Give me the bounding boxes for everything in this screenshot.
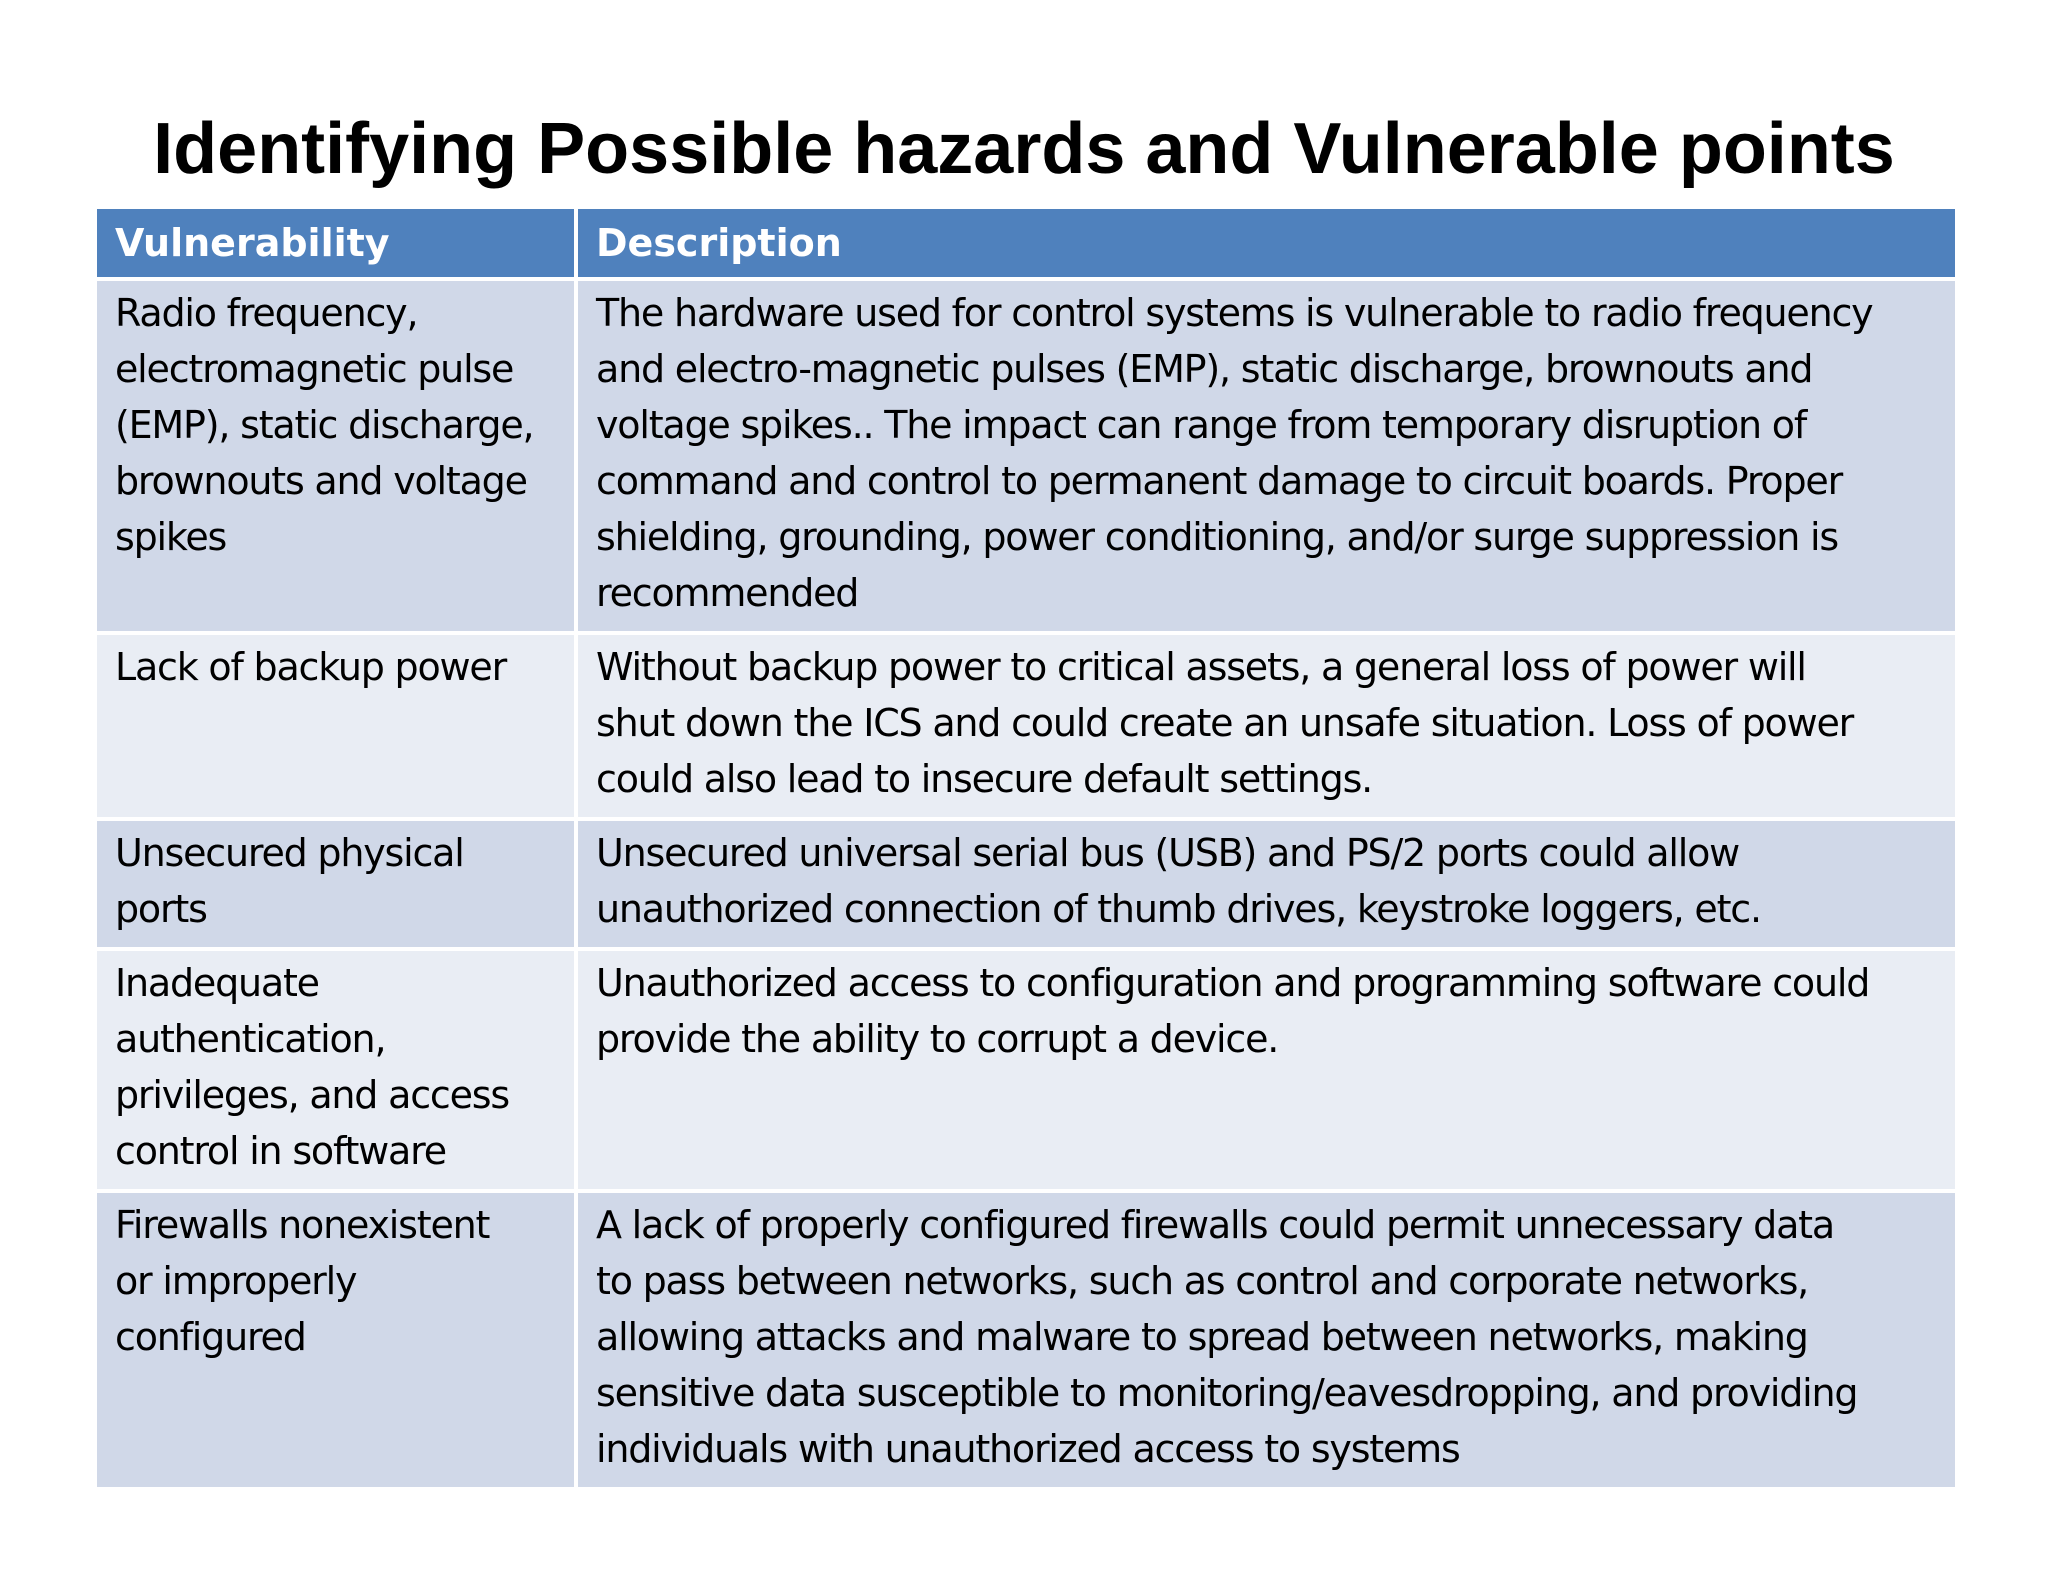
description-cell: [576, 633, 1957, 819]
vulnerability-cell: [95, 633, 576, 819]
description-cell: [576, 819, 1957, 949]
description-text: The hardware used for control systems is vulnerable to radio frequency and electro-magnetic pulses (EMP), static discharge, brownouts and voltage spikes.. The impact can range from temporary disruption of command and control to permanent damage to circuit boards. Proper shielding, grounding, power conditioning, and/or surge suppression is recommended: [596, 291, 1873, 615]
table-row: [95, 279, 1957, 633]
table-header-row: [95, 207, 1957, 279]
description-text: Without backup power to critical assets, a general loss of power will shut down the ICS and could create an unsafe situation. Loss of power could also lead to insecure default settings.: [596, 645, 1854, 801]
vulnerability-cell: [95, 279, 576, 633]
table-row: [95, 1191, 1957, 1489]
description-cell: [576, 1191, 1957, 1489]
vulnerability-text: Unsecured physical ports: [115, 831, 464, 931]
vulnerability-table: [93, 205, 1959, 1491]
table-row: [95, 819, 1957, 949]
vulnerability-cell: [95, 949, 576, 1191]
description-text: Unsecured universal serial bus (USB) and PS/2 ports could allow unauthorized connection of thumb drives, keystroke loggers, etc.: [596, 831, 1761, 931]
column-header-description: Description: [576, 207, 1957, 279]
vulnerability-text: Radio frequency, electromagnetic pulse (EMP), static discharge, brownouts and voltage spikes: [115, 291, 534, 559]
table-row: [95, 633, 1957, 819]
vulnerability-text: Lack of backup power: [115, 645, 507, 689]
page-title: Identifying Possible hazards and Vulnerable points: [153, 109, 1895, 189]
description-cell: [576, 949, 1957, 1191]
vulnerability-text: Firewalls nonexistent or improperly configured: [115, 1203, 490, 1359]
column-header-vulnerability: Vulnerability: [95, 207, 576, 279]
vulnerability-cell: [95, 1191, 576, 1489]
vulnerability-text: Inadequate authentication, privileges, and access control in software: [115, 961, 509, 1173]
description-text: A lack of properly configured firewalls could permit unnecessary data to pass between networks, such as control and corporate networks, allowing attacks and malware to spread between networks, making sensitive data susceptible to monitoring/eavesdropping, and providing individuals with unauthorized access to systems: [596, 1203, 1858, 1471]
vulnerability-cell: [95, 819, 576, 949]
description-text: Unauthorized access to configuration and programming software could provide the ability to corrupt a device.: [596, 961, 1870, 1061]
description-cell: [576, 279, 1957, 633]
table-row: [95, 949, 1957, 1191]
